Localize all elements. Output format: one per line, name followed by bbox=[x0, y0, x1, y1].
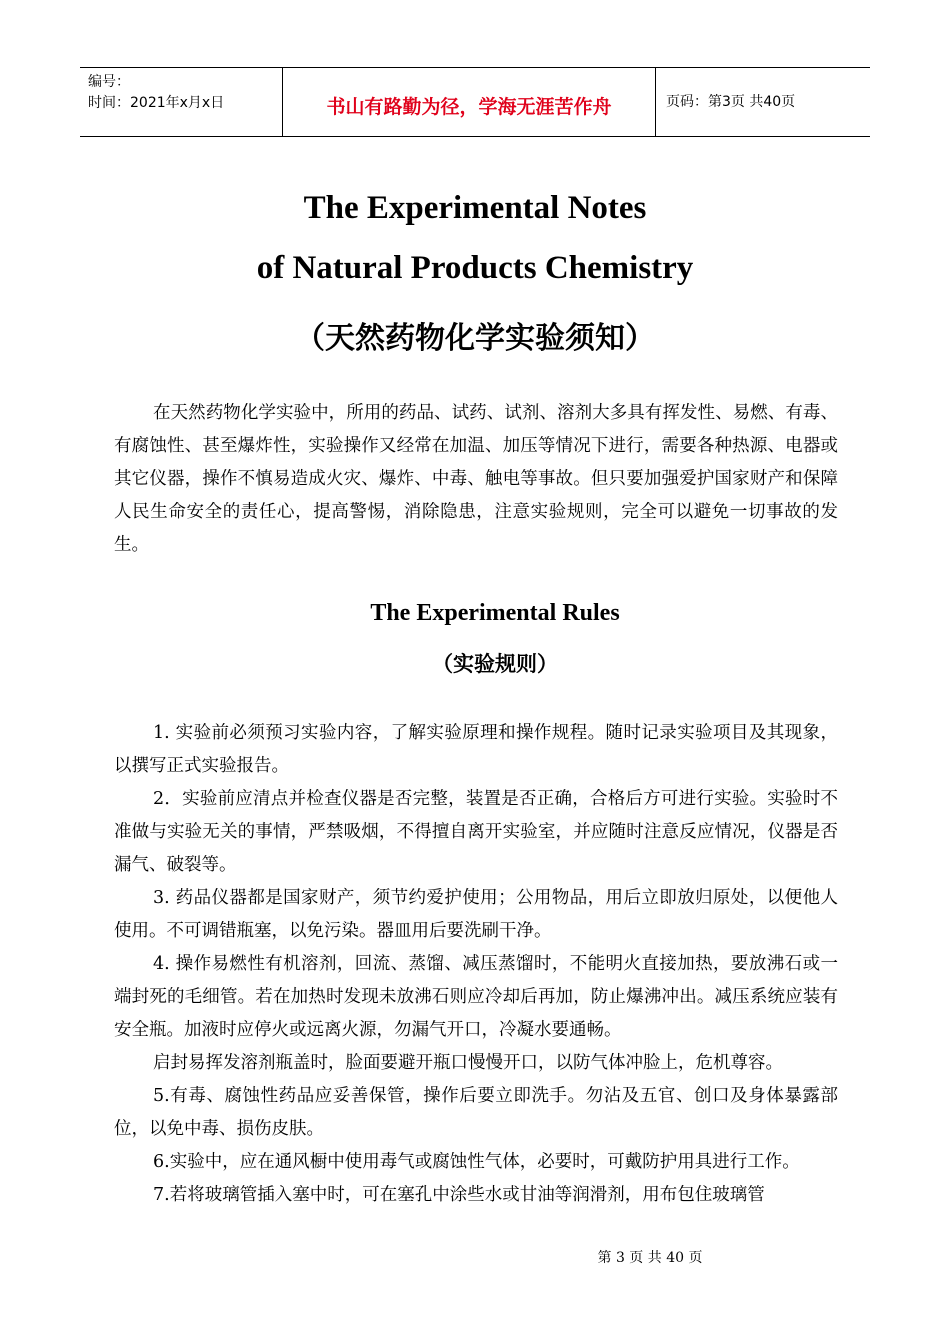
intro-section bbox=[114, 397, 838, 562]
rules-list bbox=[114, 717, 838, 1212]
page-footer: 第 3 页 共 40 页 bbox=[597, 1250, 703, 1266]
intro-paragraph: 在天然药物化学实验中，所用的药品、试药、试剂、溶剂大多具有挥发性、易燃、有毒、有腐蚀性、甚至爆炸性，实验操作又经常在加温、加压等情况下进行，需要各种热源、电器或其它仪器，操作不慎易造成火灾、爆炸、中毒、触电等事故。但只要加强爱护国家财产和保障人民生命安全的责任心，提高警惕，消除隐患，注意实验规则，完全可以避免一切事故的发生。 bbox=[114, 403, 838, 555]
rule-item: 启封易挥发溶剂瓶盖时，脸面要避开瓶口慢慢开口，以防气体冲脸上，危机尊容。 bbox=[153, 1053, 783, 1073]
rule-item: 4. 操作易燃性有机溶剂，回流、蒸馏、减压蒸馏时，不能明火直接加热，要放沸石或一端封死的毛细管。若在加热时发现未放沸石则应冷却后再加，防止爆沸冲出。减压系统应装有安全瓶。加液时应停火或远离火源，勿漏气开口，冷凝水要通畅。 bbox=[114, 954, 838, 1040]
rules-title-zh: （实验规则） bbox=[432, 652, 558, 676]
title-line-1: The Experimental Notes bbox=[303, 190, 647, 226]
time-label: 时间：2021年x月x日 bbox=[88, 95, 225, 111]
rule-item: 5.有毒、腐蚀性药品应妥善保管，操作后要立即洗手。勿沾及五官、创口及身体暴露部位，以免中毒、损伤皮肤。 bbox=[114, 1086, 838, 1139]
title-chinese: （天然药物化学实验须知） bbox=[295, 321, 655, 356]
rule-item: 3. 药品仪器都是国家财产，须节约爱护使用；公用物品，用后立即放归原处，以便他人使用。不可调错瓶塞，以免污染。器皿用后要洗刷干净。 bbox=[114, 888, 838, 941]
rule-item: 7.若将玻璃管插入塞中时，可在塞孔中涂些水或甘油等润滑剂，用布包住玻璃管 bbox=[153, 1185, 765, 1205]
rules-title-en: The Experimental Rules bbox=[370, 600, 620, 626]
number-label: 编号： bbox=[88, 74, 130, 90]
header-page-info: 页码：第3页 共40页 bbox=[666, 94, 796, 110]
page-header bbox=[80, 67, 870, 137]
header-motto: 书山有路勤为径，学海无涯苦作舟 bbox=[282, 68, 656, 136]
rule-item: 6.实验中，应在通风橱中使用毒气或腐蚀性气体，必要时，可戴防护用具进行工作。 bbox=[153, 1152, 800, 1172]
header-meta bbox=[80, 68, 282, 136]
title-line-2: of Natural Products Chemistry bbox=[256, 250, 694, 286]
rule-item: 2．实验前应清点并检查仪器是否完整，装置是否正确，合格后方可进行实验。实验时不准做与实验无关的事情，严禁吸烟，不得擅自离开实验室，并应随时注意反应情况，仪器是否漏气、破裂等。 bbox=[114, 789, 838, 875]
rule-item: 1. 实验前必须预习实验内容，了解实验原理和操作规程。随时记录实验项目及其现象，以撰写正式实验报告。 bbox=[114, 723, 838, 776]
